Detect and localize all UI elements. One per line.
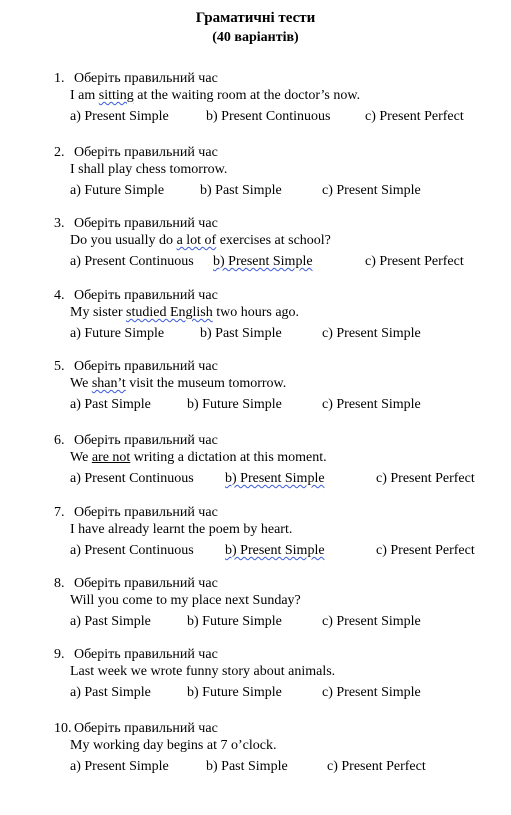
question-number: 1. xyxy=(54,71,65,86)
option-c: c) Present Simple xyxy=(322,685,421,700)
question-sentence: My working day begins at 7 o’clock. xyxy=(70,738,277,753)
option-c: c) Present Simple xyxy=(322,397,421,412)
highlighted-phrase: studied English xyxy=(126,305,213,320)
option-c: c) Present Perfect xyxy=(376,471,475,486)
highlighted-phrase: a lot of xyxy=(176,233,217,248)
question-sentence: Last week we wrote funny story about animals. xyxy=(70,664,336,679)
option-b: b) Past Simple xyxy=(206,759,288,774)
option-a: a) Past Simple xyxy=(70,397,151,412)
question-instruction: Оберіть правильний час xyxy=(74,288,218,303)
question-number: 7. xyxy=(54,505,65,520)
option-b: b) Future Simple xyxy=(187,397,282,412)
question-instruction: Оберіть правильний час xyxy=(74,647,218,662)
highlighted-phrase: sitting xyxy=(98,88,134,103)
question-number: 10. xyxy=(54,721,72,736)
page-subtitle: (40 варіантів) xyxy=(212,30,299,45)
question-instruction: Оберіть правильний час xyxy=(74,433,218,448)
option-a: a) Present Simple xyxy=(70,759,169,774)
option-b: b) Past Simple xyxy=(200,183,282,198)
question-instruction: Оберіть правильний час xyxy=(74,216,218,231)
option-c: c) Present Simple xyxy=(322,326,421,341)
option-c: c) Present Simple xyxy=(322,614,421,629)
question-sentence: I have already learnt the poem by heart. xyxy=(70,522,293,537)
question-sentence: I shall play chess tomorrow. xyxy=(70,162,228,177)
option-a: a) Future Simple xyxy=(70,326,165,341)
option-c: c) Present Perfect xyxy=(327,759,426,774)
question-sentence: Will you come to my place next Sunday? xyxy=(70,593,301,608)
question-sentence: We shan’t visit the museum tomorrow. xyxy=(70,376,287,391)
question-number: 6. xyxy=(54,433,65,448)
option-b: b) Present Simple xyxy=(225,471,325,486)
option-a: a) Present Simple xyxy=(70,109,169,124)
page-title: Граматичні тести xyxy=(195,10,316,26)
option-b: b) Present Continuous xyxy=(206,109,331,124)
question-instruction: Оберіть правильний час xyxy=(74,359,218,374)
option-a: a) Present Continuous xyxy=(70,254,194,269)
option-b: b) Future Simple xyxy=(187,614,282,629)
question-sentence: I am sitting at the waiting room at the doctor’s now. xyxy=(70,88,361,103)
option-b: b) Future Simple xyxy=(187,685,282,700)
question-sentence: We are not writing a dictation at this moment. xyxy=(70,450,327,465)
option-a: a) Present Continuous xyxy=(70,471,194,486)
question-instruction: Оберіть правильний час xyxy=(74,71,218,86)
question-number: 4. xyxy=(54,288,65,303)
option-c: c) Present Perfect xyxy=(365,254,464,269)
highlighted-phrase: are not xyxy=(91,450,131,465)
option-a: a) Past Simple xyxy=(70,685,151,700)
question-instruction: Оберіть правильний час xyxy=(74,505,218,520)
question-instruction: Оберіть правильний час xyxy=(74,721,218,736)
question-sentence: Do you usually do a lot of exercises at school? xyxy=(70,233,331,248)
question-sentence: My sister studied English two hours ago. xyxy=(70,305,300,320)
option-b: b) Present Simple xyxy=(225,543,325,558)
option-c: c) Present Perfect xyxy=(376,543,475,558)
question-number: 8. xyxy=(54,576,65,591)
question-instruction: Оберіть правильний час xyxy=(74,145,218,160)
option-c: c) Present Simple xyxy=(322,183,421,198)
option-c: c) Present Perfect xyxy=(365,109,464,124)
option-b: b) Past Simple xyxy=(200,326,282,341)
option-a: a) Past Simple xyxy=(70,614,151,629)
option-a: a) Future Simple xyxy=(70,183,165,198)
option-a: a) Present Continuous xyxy=(70,543,194,558)
highlighted-phrase: shan’t xyxy=(91,376,126,391)
option-b: b) Present Simple xyxy=(213,254,313,269)
question-number: 9. xyxy=(54,647,65,662)
question-number: 5. xyxy=(54,359,65,374)
question-number: 2. xyxy=(54,145,65,160)
question-instruction: Оберіть правильний час xyxy=(74,576,218,591)
question-number: 3. xyxy=(54,216,65,231)
